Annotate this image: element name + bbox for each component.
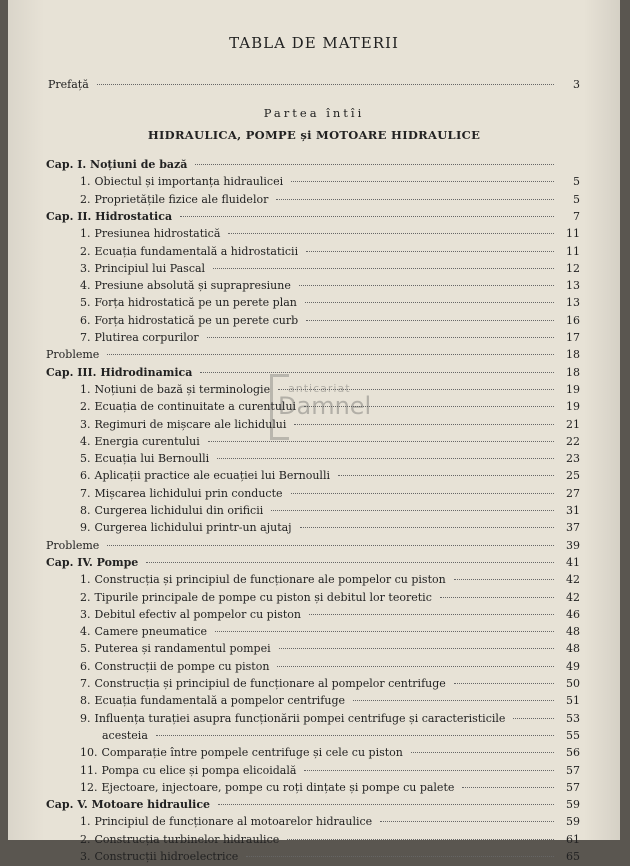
leader-dots <box>107 544 554 546</box>
page-number: 23 <box>566 452 580 466</box>
entry-label: Tipurile principale de pompe cu piston și debitul lor teoretic <box>94 590 432 604</box>
page-number: 48 <box>566 625 580 639</box>
item-number: 8. <box>80 504 91 517</box>
item-number: 5. <box>80 296 91 310</box>
toc-item-row <box>80 781 580 797</box>
entry-label: acesteia <box>102 728 148 742</box>
part-title: Partea întîi <box>263 106 365 120</box>
item-number: 4. <box>80 625 91 639</box>
entry-label: Comparație între pompele centrifuge și cele cu piston <box>101 746 403 760</box>
item-number: 12. <box>80 780 98 794</box>
leader-dots <box>215 630 554 632</box>
page-number: 65 <box>566 850 580 863</box>
chapter-label: Cap. II. Hidrostatica <box>46 209 173 223</box>
leader-dots <box>200 371 554 373</box>
leader-dots <box>462 786 554 788</box>
leader-dots <box>305 301 554 303</box>
toc-item-row <box>80 175 580 191</box>
item-number: 11. <box>80 763 98 777</box>
item-number: 7. <box>80 677 91 690</box>
item-number: 10. <box>80 746 98 760</box>
chapter-label: Cap. I. Noțiuni de bază <box>46 158 188 171</box>
item-number: 4. <box>80 279 91 293</box>
toc-item-row <box>80 815 580 831</box>
entry-label: Presiunea hidrostatică <box>94 227 221 241</box>
item-number: 6. <box>80 469 91 483</box>
page-number: 5 <box>573 192 580 206</box>
item-number: 9. <box>80 711 91 725</box>
leader-dots <box>107 353 554 355</box>
page-number: 21 <box>566 417 580 431</box>
toc-item-row <box>102 729 580 745</box>
chapter-row <box>46 210 580 226</box>
page-number: 50 <box>566 677 580 690</box>
leader-dots <box>411 751 554 753</box>
entry-label: Mișcarea lichidului prin conducte <box>94 486 283 500</box>
leader-dots <box>300 526 554 528</box>
chapter-label: Cap. IV. Pompe <box>46 555 139 569</box>
leader-dots <box>291 492 555 494</box>
leader-dots <box>207 336 554 338</box>
toc-item-row <box>80 850 580 866</box>
entry-label: Puterea și randamentul pompei <box>94 642 271 656</box>
leader-dots <box>353 699 554 701</box>
leader-dots <box>271 509 554 511</box>
entry-label: Principiul de funcționare al motoarelor hidraulice <box>94 815 373 829</box>
chapter-label: Cap. III. Hidrodinamica <box>46 365 193 379</box>
toc-item-row <box>80 469 580 485</box>
problems-row <box>46 539 580 555</box>
item-number: 7. <box>80 486 91 500</box>
entry-label: Probleme <box>46 538 100 552</box>
entry-label: Camere pneumatice <box>94 625 207 639</box>
toc-item-row <box>80 694 580 710</box>
page-number: 46 <box>566 607 580 621</box>
entry-label: Energia curentului <box>94 434 200 448</box>
watermark-line1: anticariat <box>288 382 351 395</box>
toc-item-row <box>80 608 580 624</box>
chapter-row <box>46 556 580 572</box>
entry-label: Construcția turbinelor hidraulice <box>94 832 280 846</box>
toc-item-row <box>80 521 580 537</box>
toc-item-row <box>80 193 580 209</box>
watermark-line2: Damnel <box>278 392 372 420</box>
preface-row <box>48 78 580 94</box>
item-number: 3. <box>80 850 91 863</box>
page-number: 25 <box>566 469 580 483</box>
item-number: 5. <box>80 452 91 466</box>
page-number: 5 <box>573 175 580 189</box>
preface-label: Prefață <box>48 78 89 91</box>
page-number: 39 <box>566 538 580 552</box>
item-number: 8. <box>80 694 91 708</box>
page-number: 37 <box>566 521 580 535</box>
page-number: 11 <box>566 227 580 241</box>
leader-dots <box>276 198 554 200</box>
entry-label: Construcția și principiul de funcționare ale pompelor cu piston <box>94 573 446 587</box>
toc-item-row <box>80 314 580 330</box>
entry-label: Aplicații practice ale ecuației lui Bernoulli <box>94 469 330 483</box>
page-number: 59 <box>566 815 580 829</box>
entry-label: Construcții de pompe cu piston <box>94 659 270 673</box>
entry-label: Construcții hidroelectrice <box>94 850 239 863</box>
entry-label: Probleme <box>46 348 100 362</box>
page-number: 61 <box>566 832 580 846</box>
page-number: 51 <box>566 694 580 708</box>
book-page <box>8 0 620 863</box>
entry-label: Curgerea lichidului din orificii <box>94 504 264 517</box>
leader-dots <box>304 769 554 771</box>
leader-dots <box>246 855 554 857</box>
item-number: 2. <box>80 244 91 258</box>
entry-label: Regimuri de mișcare ale lichidului <box>94 417 287 431</box>
page-number: 13 <box>566 279 580 293</box>
toc-item-row <box>80 746 580 762</box>
page-number: 57 <box>566 780 580 794</box>
leader-dots <box>454 682 554 684</box>
entry-label: Noțiuni de bază și terminologie <box>94 382 271 396</box>
item-number: 1. <box>80 175 91 189</box>
toc-item-row <box>80 660 580 676</box>
leader-dots <box>309 613 554 615</box>
toc-item-row <box>80 833 580 849</box>
toc-item-row <box>80 331 580 347</box>
entry-label: Principiul lui Pascal <box>94 261 206 275</box>
page-number: 31 <box>566 504 580 517</box>
leader-dots <box>213 267 554 269</box>
page-number: 17 <box>566 331 580 344</box>
item-number: 1. <box>80 382 91 396</box>
page-number: 7 <box>573 209 580 223</box>
chapter-row <box>46 798 580 814</box>
page-number: 19 <box>566 400 580 414</box>
toc-item-row <box>80 642 580 658</box>
item-number: 3. <box>80 261 91 275</box>
chapter-row <box>46 158 580 174</box>
problems-row <box>46 348 580 364</box>
item-number: 2. <box>80 832 91 846</box>
toc-item-row <box>80 625 580 641</box>
leader-dots <box>380 820 554 822</box>
entry-label: Presiune absolută și suprapresiune <box>94 279 291 293</box>
item-number: 1. <box>80 573 91 587</box>
leader-dots <box>440 596 554 598</box>
leader-dots <box>299 284 554 286</box>
page-title: TABLA DE MATERII <box>229 34 399 52</box>
leader-dots <box>195 163 554 165</box>
toc-item-row <box>80 262 580 278</box>
entry-label: Ejectoare, injectoare, pompe cu roți dințate și pompe cu palete <box>101 780 455 794</box>
toc-item-row <box>80 487 580 503</box>
item-number: 2. <box>80 192 91 206</box>
page-number: 11 <box>566 244 580 258</box>
page-number: 18 <box>566 348 580 362</box>
leader-dots <box>513 717 554 719</box>
toc-item-row <box>80 677 580 693</box>
page-number: 12 <box>566 261 580 275</box>
page-number: 19 <box>566 382 580 396</box>
entry-label: Forța hidrostatică pe un perete plan <box>94 296 297 310</box>
toc-item-row <box>80 504 580 520</box>
page-number: 59 <box>566 798 580 812</box>
toc-item-row <box>80 764 580 780</box>
leader-dots <box>306 319 554 321</box>
item-number: 2. <box>80 400 91 414</box>
entry-label: Ecuația fundamentală a hidrostaticii <box>94 244 299 258</box>
page-number: 13 <box>566 296 580 310</box>
toc-item-row <box>80 591 580 607</box>
page-number: 55 <box>566 728 580 742</box>
item-number: 4. <box>80 434 91 448</box>
entry-label: Ecuația de continuitate a curentului <box>94 400 297 414</box>
toc-item-row <box>80 573 580 589</box>
page-number: 49 <box>566 659 580 673</box>
leader-dots <box>279 647 554 649</box>
entry-label: Construcția și principiul de funcționare al pompelor centrifuge <box>94 677 446 690</box>
leader-dots <box>287 838 554 840</box>
page-number: 42 <box>566 590 580 604</box>
page-number: 22 <box>566 434 580 448</box>
item-number: 1. <box>80 815 91 829</box>
leader-dots <box>156 734 554 736</box>
preface-page: 3 <box>573 78 580 91</box>
watermark-logo <box>270 374 420 454</box>
leader-dots <box>180 215 554 217</box>
leader-dots <box>97 83 554 85</box>
toc-item-row <box>80 452 580 468</box>
part-subtitle: HIDRAULICA, POMPE și MOTOARE HIDRAULICE <box>147 128 481 142</box>
leader-dots <box>454 578 554 580</box>
item-number: 6. <box>80 313 91 327</box>
item-number: 3. <box>80 417 91 431</box>
entry-label: Pompa cu elice și pompa elicoidală <box>101 763 297 777</box>
entry-label: Proprietățile fizice ale fluidelor <box>94 192 269 206</box>
page-number: 27 <box>566 486 580 500</box>
leader-dots <box>228 232 554 234</box>
leader-dots <box>218 803 554 805</box>
entry-label: Curgerea lichidului printr-un ajutaj <box>94 521 292 535</box>
entry-label: Obiectul și importanța hidraulicei <box>94 175 284 189</box>
entry-label: Ecuația fundamentală a pompelor centrifuge <box>94 694 345 708</box>
page-number: 42 <box>566 573 580 587</box>
item-number: 9. <box>80 521 91 535</box>
entry-label: Forța hidrostatică pe un perete curb <box>94 313 299 327</box>
page-number: 57 <box>566 763 580 777</box>
toc-item-row <box>80 279 580 295</box>
toc-item-row <box>80 227 580 243</box>
page-number: 48 <box>566 642 580 656</box>
page-number: 18 <box>566 365 580 379</box>
entry-label: Debitul efectiv al pompelor cu piston <box>94 607 301 621</box>
item-number: 3. <box>80 607 91 621</box>
leader-dots <box>146 561 554 563</box>
toc-item-row <box>80 712 580 728</box>
leader-dots <box>217 457 554 459</box>
toc-item-row <box>80 245 580 261</box>
item-number: 1. <box>80 227 91 241</box>
page-number: 16 <box>566 313 580 327</box>
entry-label: Ecuația lui Bernoulli <box>94 452 210 466</box>
leader-dots <box>338 474 554 476</box>
entry-label: Influența turației asupra funcționării pompei centrifuge și caracteristicile <box>94 711 506 725</box>
leader-dots <box>306 250 554 252</box>
page-number: 41 <box>566 555 580 569</box>
leader-dots <box>291 180 554 182</box>
toc-item-row <box>80 296 580 312</box>
leader-dots <box>277 665 554 667</box>
item-number: 2. <box>80 590 91 604</box>
page-number: 56 <box>566 746 580 760</box>
entry-label: Plutirea corpurilor <box>94 331 199 344</box>
item-number: 5. <box>80 642 91 656</box>
item-number: 7. <box>80 331 91 344</box>
chapter-label: Cap. V. Motoare hidraulice <box>46 798 211 812</box>
item-number: 6. <box>80 659 91 673</box>
page-number: 53 <box>566 711 580 725</box>
